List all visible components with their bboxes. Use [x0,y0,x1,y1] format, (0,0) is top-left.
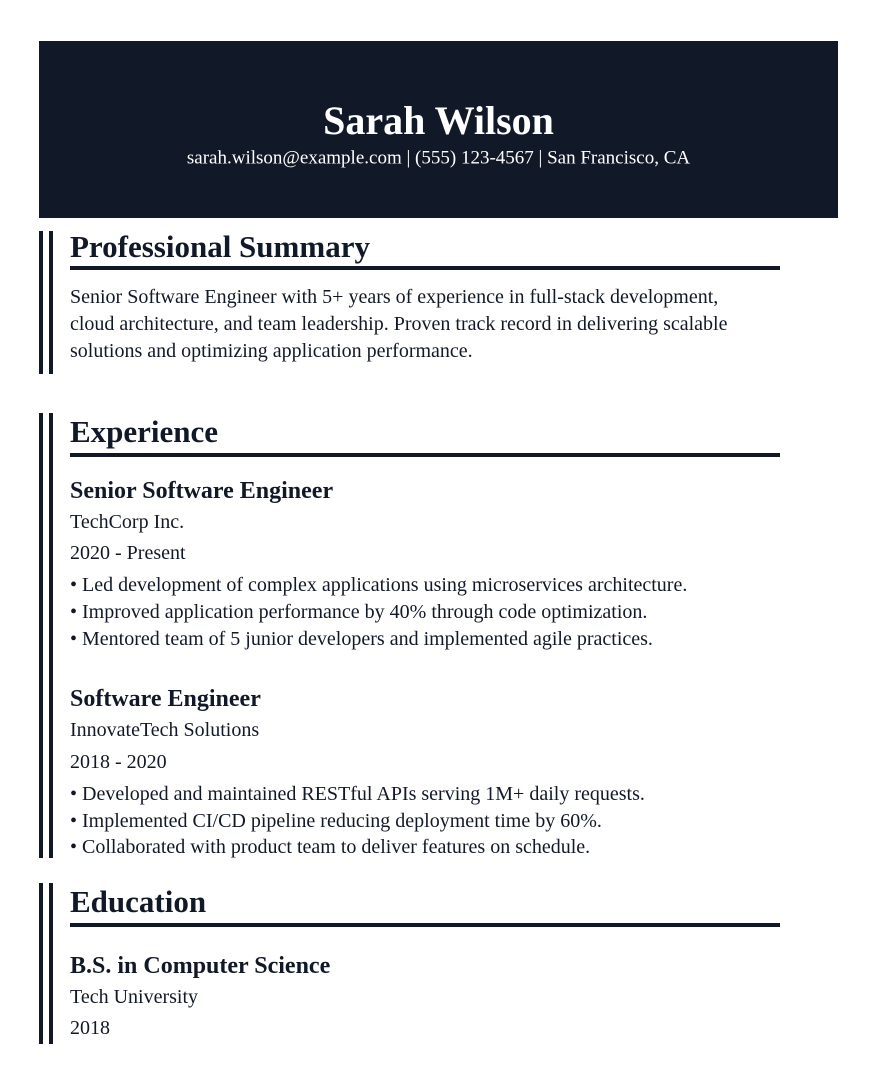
summary-section [39,231,799,374]
summary-line: cloud architecture, and team leadership. Proven track record in delivering scalable [70,313,728,335]
job-bullet: • Mentored team of 5 junior developers and implemented agile practices. [70,628,653,650]
job-dates: 2020 - Present [70,542,186,564]
section-accent-bar [39,883,53,1044]
job-company: InnovateTech Solutions [70,719,260,741]
job-bullet: • Developed and maintained RESTful APIs serving 1M+ daily requests. [70,783,645,805]
summary-divider [70,266,780,270]
contact-info: sarah.wilson@example.com | (555) 123-4567 | San Francisco, CA [186,147,691,169]
job-bullet: • Implemented CI/CD pipeline reducing deployment time by 60%. [70,810,602,832]
summary-heading: Professional Summary [70,229,370,264]
experience-heading: Experience [70,414,219,449]
experience-section [39,413,799,858]
experience-divider [70,453,780,457]
job-bullet: • Led development of complex applications using microservices architecture. [70,574,688,596]
education-heading: Education [70,884,207,919]
summary-line: solutions and optimizing application performance. [70,340,473,362]
candidate-name: Sarah Wilson [323,98,554,143]
job-bullet: • Improved application performance by 40% through code optimization. [70,601,648,623]
job-company: TechCorp Inc. [70,511,185,533]
job-dates: 2018 - 2020 [70,751,167,773]
section-accent-bar [39,231,53,374]
job-title: Senior Software Engineer [70,478,334,504]
resume-header [39,41,838,218]
degree-title: B.S. in Computer Science [70,953,331,979]
job-bullet: • Collaborated with product team to deliver features on schedule. [70,836,591,858]
graduation-year: 2018 [70,1017,110,1039]
summary-line: Senior Software Engineer with 5+ years of experience in full-stack development, [70,286,719,308]
job-title: Software Engineer [70,686,261,712]
section-accent-bar [39,413,53,858]
education-section [39,883,799,1044]
school-name: Tech University [70,986,199,1008]
education-divider [70,923,780,927]
